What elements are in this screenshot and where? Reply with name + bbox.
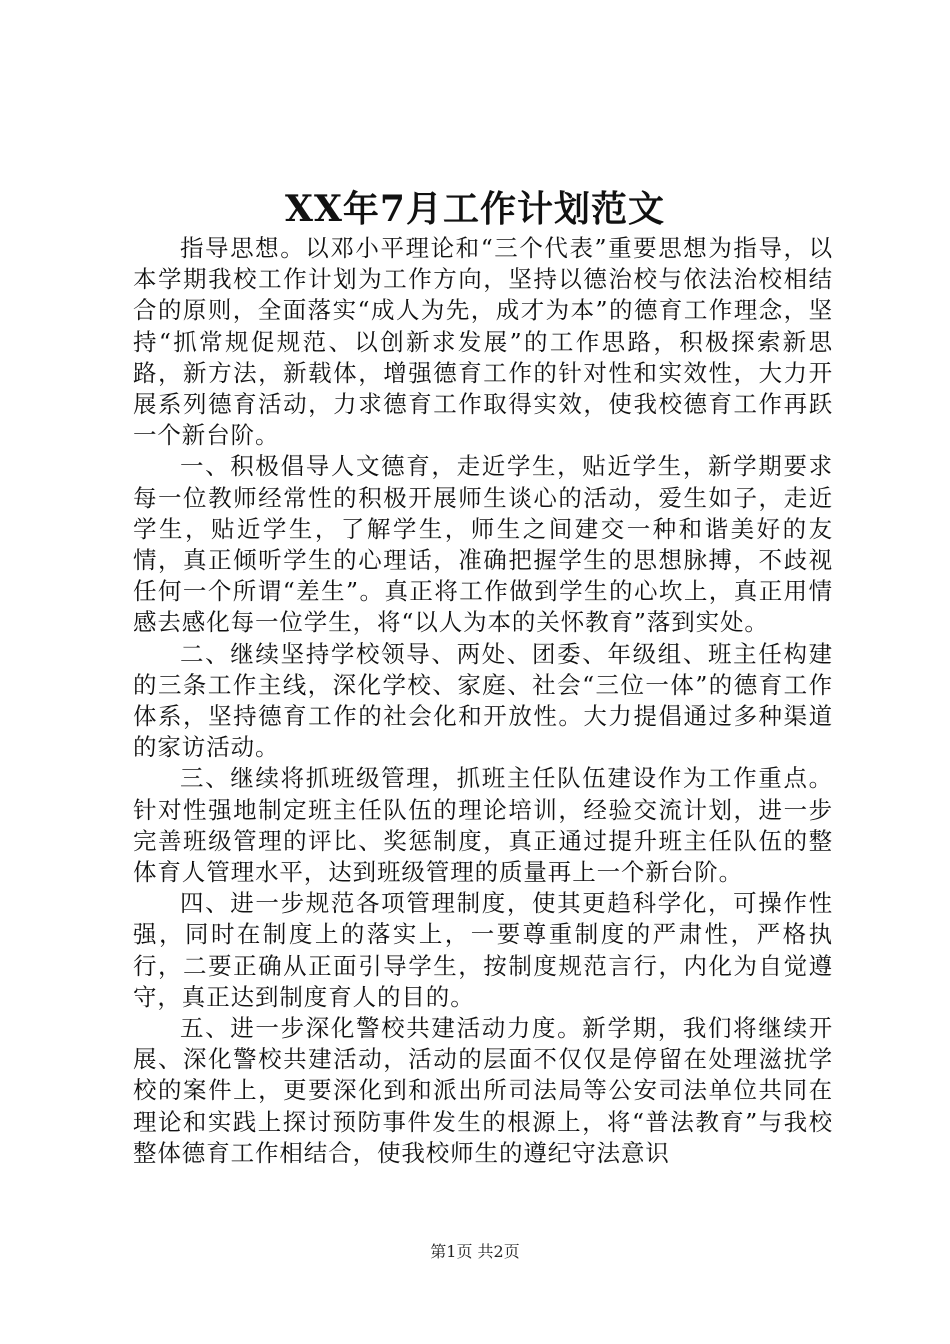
paragraph-item-4: 四、进一步规范各项管理制度，使其更趋科学化，可操作性强，同时在制度上的落实上，一要尊重制度的严肃性，严格执行，二要正确从正面引导学生，按制度规范言行，内化为自觉遵守，真正达到制度育人的目的。	[133, 889, 833, 1011]
paragraph-item-2: 二、继续坚持学校领导、两处、团委、年级组、班主任构建的三条工作主线，深化学校、家庭、社会“三位一体”的德育工作体系，坚持德育工作的社会化和开放性。大力提倡通过多种渠道的家访活动。	[133, 639, 833, 762]
document-title: XX年7月工作计划范文	[285, 188, 665, 230]
paragraph-item-1: 一、积极倡导人文德育，走近学生，贴近学生，新学期要求每一位教师经常性的积极开展师生谈心的活动，爱生如子，走近学生，贴近学生，了解学生，师生之间建交一种和谐美好的友情，真正倾听学生的心理话，准确把握学生的思想脉搏，不歧视任何一个所谓“差生”。真正将工作做到学生的心坎上，真正用情感去感化每一位学生，将“以人为本的关怀教育”落到实处。	[133, 452, 833, 637]
paragraph-item-3: 三、继续将抓班级管理，抓班主任队伍建设作为工作重点。针对性强地制定班主任队伍的理论培训，经验交流计划，进一步完善班级管理的评比、奖惩制度，真正通过提升班主任队伍的整体育人管理水平，达到班级管理的质量再上一个新台阶。	[133, 764, 833, 887]
page-number: 第1页 共2页	[430, 1242, 520, 1261]
paragraph-item-5: 五、进一步深化警校共建活动力度。新学期，我们将继续开展、深化警校共建活动，活动的层面不仅仅是停留在处理滋扰学校的案件上，更要深化到和派出所司法局等公安司法单位共同在理论和实践上探讨预防事件发生的根源上，将“普法教育”与我校整体德育工作相结合，使我校师生的遵纪守法意识	[133, 1014, 833, 1167]
paragraph-guiding-ideology: 指导思想。以邓小平理论和“三个代表”重要思想为指导，以本学期我校工作计划为工作方向，坚持以德治校与依法治校相结合的原则，全面落实“成人为先，成才为本”的德育工作理念，坚持“抓常规促规范、以创新求发展”的工作思路，积极探索新思路，新方法，新载体，增强德育工作的针对性和实效性，大力开展系列德育活动，力求德育工作取得实效，使我校德育工作再跃一个新台阶。	[133, 234, 833, 450]
page-footer	[0, 1241, 950, 1263]
document-body	[133, 233, 833, 1169]
